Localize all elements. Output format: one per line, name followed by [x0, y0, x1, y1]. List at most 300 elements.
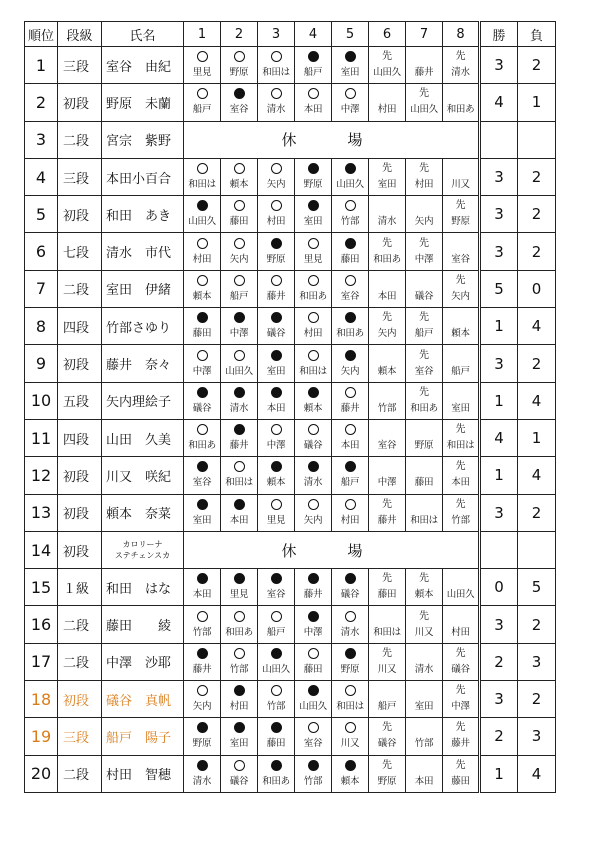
round-4-cell [295, 569, 332, 606]
round-8-cell [443, 158, 480, 195]
header-rank: 順位 [25, 22, 58, 47]
loss-count: 2 [518, 158, 556, 195]
win-count: 2 [480, 718, 518, 755]
first-move-mark: 先 [419, 610, 429, 622]
round-8-cell [443, 569, 480, 606]
player-name: 矢内理絵子 [102, 382, 184, 419]
loss-circle-icon [234, 387, 245, 398]
opponent-name: 竹部 [229, 663, 249, 675]
opponent-name: 藤井 [377, 514, 397, 526]
loss-circle-icon [197, 722, 208, 733]
table-row [25, 47, 556, 84]
round-1-cell [184, 196, 221, 233]
player-name: 藤井 奈々 [102, 345, 184, 382]
win-circle-icon [234, 611, 245, 622]
opponent-name: 本田 [377, 290, 397, 302]
grade-cell: 二段 [58, 270, 102, 307]
opponent-name: 村田 [377, 104, 397, 116]
opponent-name: 山田久 [188, 216, 216, 228]
round-6-cell [369, 457, 406, 494]
round-8-cell [443, 643, 480, 680]
first-move-mark: 先 [419, 386, 429, 398]
round-4-cell [295, 345, 332, 382]
round-6-cell [369, 681, 406, 718]
opponent-name: 中澤 [266, 440, 286, 452]
win-circle-icon [345, 424, 356, 435]
round-7-cell [406, 382, 443, 419]
opponent-name: 野原 [266, 253, 286, 265]
round-6-cell [369, 158, 406, 195]
win-circle-icon [234, 200, 245, 211]
grade-cell: 初段 [58, 196, 102, 233]
loss-circle-icon [234, 685, 245, 696]
win-circle-icon [271, 424, 282, 435]
player-name: 船戸 陽子 [102, 718, 184, 755]
round-7-cell [406, 681, 443, 718]
win-count: 3 [480, 681, 518, 718]
round-5-cell [332, 47, 369, 84]
opponent-name: 船戸 [377, 701, 397, 713]
round-7-cell [406, 308, 443, 345]
opponent-name: 船戸 [229, 290, 249, 302]
opponent-name: 本田 [303, 104, 323, 116]
round-8-cell [443, 457, 480, 494]
opponent-name: 和田あ [262, 775, 290, 787]
round-3-cell [258, 84, 295, 121]
loss-circle-icon [234, 722, 245, 733]
round-8-cell [443, 308, 480, 345]
round-7-cell [406, 196, 443, 233]
round-7-cell [406, 233, 443, 270]
round-3-cell [258, 270, 295, 307]
table-row [25, 196, 556, 233]
table-row [25, 382, 556, 419]
player-name: 清水 市代 [102, 233, 184, 270]
round-8-cell [443, 84, 480, 121]
first-move-mark: 先 [455, 498, 466, 510]
opponent-name: 室谷 [192, 477, 212, 489]
first-move-mark: 先 [455, 461, 466, 473]
player-name: 藤田 綾 [102, 606, 184, 643]
win-circle-icon [308, 424, 319, 435]
round-7-cell [406, 718, 443, 755]
opponent-name: 中澤 [340, 104, 360, 116]
opponent-name: 中澤 [451, 701, 470, 713]
loss-circle-icon [345, 163, 356, 174]
win-count: 1 [480, 382, 518, 419]
opponent-name: 頼本 [377, 365, 397, 377]
opponent-name: 室谷 [340, 290, 360, 302]
opponent-name: 和田あ [188, 440, 216, 452]
opponent-name: 竹部 [340, 216, 360, 228]
round-5-cell [332, 345, 369, 382]
opponent-name: 清水 [414, 663, 434, 675]
first-move-mark: 先 [419, 349, 429, 361]
opponent-name: 頼本 [414, 589, 434, 601]
round-3-cell [258, 718, 295, 755]
opponent-name: 和田あ [336, 328, 364, 340]
grade-cell: 二段 [58, 606, 102, 643]
rank-cell: 4 [25, 158, 58, 195]
opponent-name: 和田あ [373, 253, 401, 265]
rank-cell: 1 [25, 47, 58, 84]
round-6-cell [369, 718, 406, 755]
table-row [25, 494, 556, 531]
opponent-name: 里見 [303, 253, 323, 265]
first-move-mark: 先 [455, 274, 466, 286]
round-1-cell [184, 84, 221, 121]
header-loss: 負 [518, 22, 556, 47]
win-circle-icon [197, 51, 208, 62]
first-move-mark: 先 [382, 312, 392, 324]
opponent-name: 川又 [451, 179, 470, 191]
rank-cell: 17 [25, 643, 58, 680]
round-6-cell [369, 419, 406, 456]
round-7-cell [406, 755, 443, 792]
opponent-name: 竹部 [451, 514, 470, 526]
loss-circle-icon [345, 573, 356, 584]
round-2-cell [221, 345, 258, 382]
win-circle-icon [271, 88, 282, 99]
opponent-name: 中澤 [229, 328, 249, 340]
opponent-name: 村田 [414, 179, 434, 191]
round-3-cell [258, 233, 295, 270]
opponent-name: 野原 [377, 775, 397, 787]
opponent-name: 藤田 [266, 738, 286, 750]
rank-cell: 13 [25, 494, 58, 531]
opponent-name: 矢内 [303, 514, 323, 526]
opponent-name: 和田は [336, 701, 364, 713]
opponent-name: 山田久 [373, 67, 401, 79]
loss-circle-icon [271, 387, 282, 398]
round-6-cell [369, 233, 406, 270]
loss-circle-icon [308, 387, 319, 398]
win-count: 3 [480, 345, 518, 382]
round-4-cell [295, 84, 332, 121]
round-7-cell [406, 494, 443, 531]
round-8-cell [443, 419, 480, 456]
header-grade: 段級 [58, 22, 102, 47]
win-circle-icon [271, 200, 282, 211]
opponent-name: 室谷 [266, 589, 286, 601]
win-circle-icon [345, 611, 356, 622]
table-row [25, 755, 556, 792]
round-5-cell [332, 569, 369, 606]
opponent-name: 山田久 [410, 104, 438, 116]
win-circle-icon [197, 238, 208, 249]
first-move-mark: 先 [382, 498, 392, 510]
round-5-cell [332, 382, 369, 419]
table-row [25, 569, 556, 606]
opponent-name: 清水 [340, 626, 360, 638]
round-5-cell [332, 755, 369, 792]
round-4-cell [295, 681, 332, 718]
opponent-name: 中澤 [377, 477, 397, 489]
round-5-cell [332, 308, 369, 345]
round-6-cell [369, 308, 406, 345]
table-row [25, 270, 556, 307]
table-row [25, 419, 556, 456]
round-1-cell [184, 718, 221, 755]
opponent-name: 藤田 [229, 216, 249, 228]
loss-circle-icon [197, 387, 208, 398]
opponent-name: 野原 [303, 179, 323, 191]
round-8-cell [443, 345, 480, 382]
rest-label: 休 場 [184, 121, 480, 158]
round-4-cell [295, 308, 332, 345]
opponent-name: 竹部 [303, 775, 323, 787]
round-2-cell [221, 158, 258, 195]
opponent-name: 頼本 [451, 328, 470, 340]
round-6-cell [369, 47, 406, 84]
loss-circle-icon [345, 350, 356, 361]
win-circle-icon [271, 275, 282, 286]
round-3-cell [258, 755, 295, 792]
round-4-cell [295, 457, 332, 494]
loss-count: 2 [518, 47, 556, 84]
loss-circle-icon [308, 685, 319, 696]
opponent-name: 室谷 [229, 104, 249, 116]
first-move-mark: 先 [382, 163, 392, 175]
loss-circle-icon [197, 499, 208, 510]
round-7-cell [406, 419, 443, 456]
opponent-name: 室谷 [377, 440, 397, 452]
rank-cell: 19 [25, 718, 58, 755]
first-move-mark: 先 [455, 759, 466, 771]
round-6-cell [369, 755, 406, 792]
round-3-cell [258, 643, 295, 680]
opponent-name: 船戸 [192, 104, 212, 116]
round-5-cell [332, 270, 369, 307]
round-4-cell [295, 606, 332, 643]
opponent-name: 本田 [229, 514, 249, 526]
header-round-3: 3 [258, 22, 295, 47]
round-5-cell [332, 457, 369, 494]
win-circle-icon [345, 200, 356, 211]
player-name: 頼本 奈菜 [102, 494, 184, 531]
loss-circle-icon [234, 88, 245, 99]
round-5-cell [332, 419, 369, 456]
round-5-cell [332, 233, 369, 270]
win-circle-icon [234, 760, 245, 771]
win-circle-icon [345, 722, 356, 733]
opponent-name: 野原 [229, 67, 249, 79]
round-7-cell [406, 457, 443, 494]
win-circle-icon [308, 648, 319, 659]
results-table [24, 21, 556, 793]
rank-cell: 20 [25, 755, 58, 792]
round-1-cell [184, 47, 221, 84]
opponent-name: 和田は [410, 514, 438, 526]
round-3-cell [258, 308, 295, 345]
opponent-name: 藤田 [340, 253, 360, 265]
first-move-mark: 先 [419, 88, 429, 100]
opponent-name: 頼本 [192, 290, 212, 302]
opponent-name: 礒谷 [303, 440, 323, 452]
round-3-cell [258, 419, 295, 456]
rank-cell: 3 [25, 121, 58, 158]
header-round-7: 7 [406, 22, 443, 47]
table-row [25, 233, 556, 270]
win-circle-icon [308, 350, 319, 361]
loss-circle-icon [345, 51, 356, 62]
opponent-name: 本田 [266, 402, 286, 414]
opponent-name: 野原 [414, 440, 434, 452]
opponent-name: 和田あ [410, 402, 438, 414]
round-2-cell [221, 84, 258, 121]
opponent-name: 和田は [446, 440, 475, 452]
opponent-name: 野原 [451, 216, 470, 228]
loss-count: 5 [518, 569, 556, 606]
round-5-cell [332, 84, 369, 121]
loss-circle-icon [271, 648, 282, 659]
win-circle-icon [271, 499, 282, 510]
loss-circle-icon [234, 424, 245, 435]
round-1-cell [184, 158, 221, 195]
rank-cell: 10 [25, 382, 58, 419]
round-2-cell [221, 718, 258, 755]
opponent-name: 頼本 [340, 775, 360, 787]
win-count: 1 [480, 755, 518, 792]
first-move-mark: 先 [382, 722, 392, 734]
loss-circle-icon [345, 238, 356, 249]
loss-circle-icon [197, 200, 208, 211]
opponent-name: 矢内 [451, 290, 470, 302]
player-name: 野原 未蘭 [102, 84, 184, 121]
first-move-mark: 先 [455, 424, 466, 436]
opponent-name: 室田 [377, 179, 397, 191]
round-7-cell [406, 606, 443, 643]
opponent-name: 船戸 [451, 365, 470, 377]
grade-cell: 二段 [58, 643, 102, 680]
opponent-name: 山田久 [299, 701, 327, 713]
opponent-name: 藤井 [414, 67, 434, 79]
rank-cell: 18 [25, 681, 58, 718]
loss-circle-icon [197, 573, 208, 584]
win-circle-icon [197, 611, 208, 622]
loss-cell [518, 121, 556, 158]
loss-circle-icon [308, 200, 319, 211]
opponent-name: 礒谷 [229, 775, 249, 787]
opponent-name: 村田 [303, 328, 323, 340]
opponent-name: 清水 [192, 775, 212, 787]
round-4-cell [295, 196, 332, 233]
loss-circle-icon [234, 499, 245, 510]
win-count: 3 [480, 47, 518, 84]
round-2-cell [221, 681, 258, 718]
grade-cell: 初段 [58, 345, 102, 382]
table-row [25, 718, 556, 755]
win-circle-icon [271, 611, 282, 622]
player-name: 川又 咲紀 [102, 457, 184, 494]
round-2-cell [221, 308, 258, 345]
round-7-cell [406, 270, 443, 307]
opponent-name: 室谷 [303, 738, 323, 750]
opponent-name: 藤井 [340, 402, 360, 414]
round-1-cell [184, 419, 221, 456]
round-5-cell [332, 158, 369, 195]
header-name: 氏名 [102, 22, 184, 47]
table-row [25, 308, 556, 345]
loss-circle-icon [308, 611, 319, 622]
table-row [25, 606, 556, 643]
opponent-name: 清水 [451, 67, 470, 79]
win-circle-icon [308, 275, 319, 286]
loss-circle-icon [345, 648, 356, 659]
table-row [25, 681, 556, 718]
round-4-cell [295, 643, 332, 680]
header-round-5: 5 [332, 22, 369, 47]
first-move-mark: 先 [419, 237, 429, 249]
loss-circle-icon [271, 312, 282, 323]
round-2-cell [221, 196, 258, 233]
grade-cell: 三段 [58, 47, 102, 84]
win-circle-icon [271, 51, 282, 62]
opponent-name: 山田久 [446, 589, 475, 601]
opponent-name: 船戸 [414, 328, 434, 340]
round-1-cell [184, 681, 221, 718]
table-row [25, 345, 556, 382]
header-round-1: 1 [184, 22, 221, 47]
grade-cell: 初段 [58, 531, 102, 568]
loss-circle-icon [234, 312, 245, 323]
round-2-cell [221, 233, 258, 270]
opponent-name: 和田あ [446, 104, 475, 116]
first-move-mark: 先 [455, 51, 466, 63]
round-1-cell [184, 233, 221, 270]
win-circle-icon [308, 722, 319, 733]
rank-cell: 9 [25, 345, 58, 382]
rank-cell: 6 [25, 233, 58, 270]
opponent-name: 室田 [451, 402, 470, 414]
loss-circle-icon [271, 350, 282, 361]
player-name: 室谷 由紀 [102, 47, 184, 84]
opponent-name: 矢内 [377, 328, 397, 340]
round-2-cell [221, 494, 258, 531]
round-3-cell [258, 681, 295, 718]
rank-cell: 2 [25, 84, 58, 121]
opponent-name: 清水 [229, 402, 249, 414]
loss-circle-icon [271, 760, 282, 771]
loss-count: 3 [518, 718, 556, 755]
round-6-cell [369, 569, 406, 606]
round-1-cell [184, 382, 221, 419]
loss-circle-icon [308, 760, 319, 771]
win-circle-icon [234, 163, 245, 174]
round-1-cell [184, 494, 221, 531]
player-name: 本田小百合 [102, 158, 184, 195]
player-name: 室田 伊緒 [102, 270, 184, 307]
loss-count: 2 [518, 681, 556, 718]
round-5-cell [332, 606, 369, 643]
table-row [25, 531, 556, 568]
round-2-cell [221, 606, 258, 643]
opponent-name: 藤井 [266, 290, 286, 302]
win-circle-icon [308, 499, 319, 510]
opponent-name: 村田 [451, 626, 470, 638]
round-1-cell [184, 606, 221, 643]
opponent-name: 本田 [451, 477, 470, 489]
round-2-cell [221, 643, 258, 680]
win-circle-icon [234, 461, 245, 472]
win-circle-icon [234, 275, 245, 286]
first-move-mark: 先 [455, 647, 466, 659]
win-count: 0 [480, 569, 518, 606]
loss-circle-icon [345, 312, 356, 323]
grade-cell: 初段 [58, 457, 102, 494]
opponent-name: 本田 [192, 589, 212, 601]
opponent-name: 川又 [377, 663, 397, 675]
